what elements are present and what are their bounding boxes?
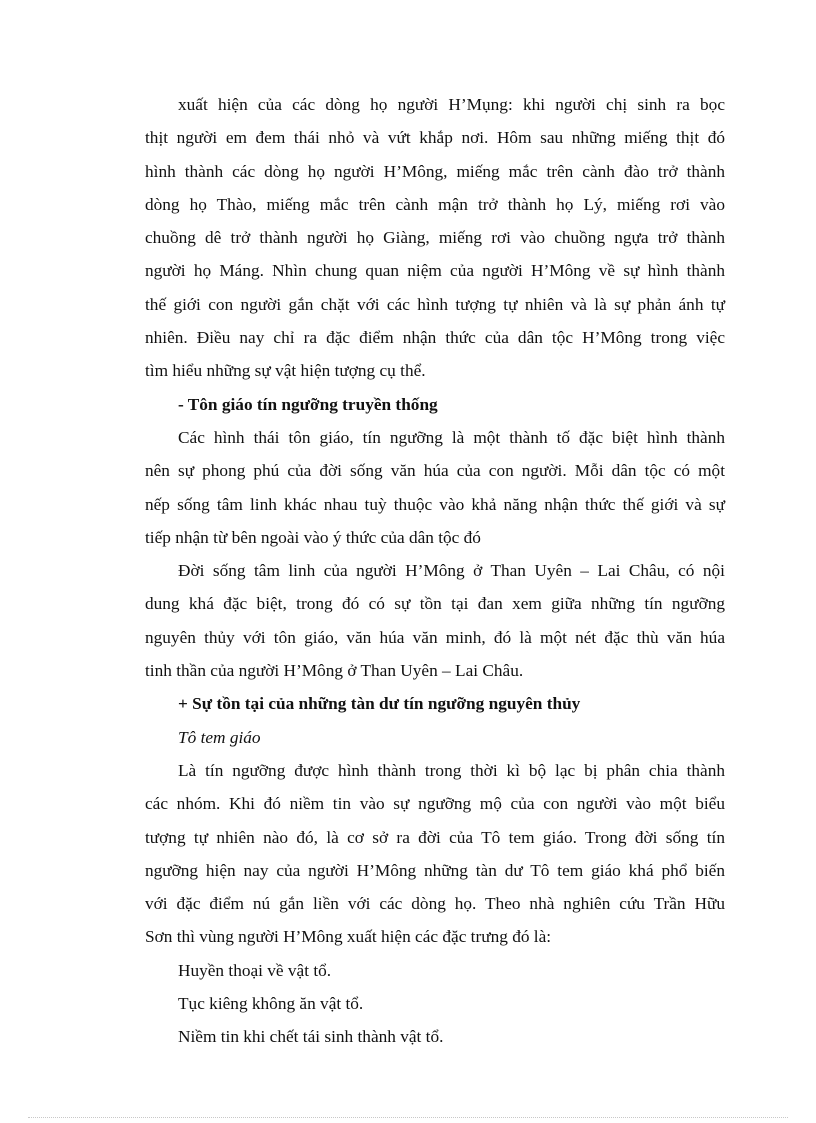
text-line: tiếp nhận từ bên ngoài vào ý thức của dân tộc đó (145, 527, 481, 547)
text-line: nếp sống tâm linh khác nhau tuỳ thuộc vào khả năng nhận thức thế giới và sự (145, 494, 725, 514)
text-line: dung khá đặc biệt, trong đó có sự tồn tại đan xem giữa những tín ngưỡng (145, 594, 725, 614)
text-line: hình thành các dòng họ người H’Mông, miếng mắc trên cành đào trở thành (145, 161, 725, 181)
page-bottom-border (28, 1117, 788, 1118)
text-line: tượng tự nhiên nào đó, là cơ sở ra đời của Tô tem giáo. Trong đời sống tín (145, 827, 725, 847)
list-item: Niềm tin khi chết tái sinh thành vật tổ. (178, 1027, 444, 1047)
list-item: Huyền thoại về vật tổ. (178, 960, 332, 980)
list-item: Tục kiêng không ăn vật tổ. (178, 994, 364, 1014)
subsection-title: Tô tem giáo (178, 727, 261, 747)
section-heading: - Tôn giáo tín ngưỡng truyền thống (178, 394, 438, 414)
document-body (145, 88, 725, 1054)
text-line: Các hình thái tôn giáo, tín ngưỡng là một thành tố đặc biệt hình thành (178, 427, 725, 447)
text-line: Đời sống tâm linh của người H’Mông ở Than Uyên – Lai Châu, có nội (178, 561, 725, 581)
text-line: dòng họ Thào, miếng mắc trên cành mận trở thành họ Lý, miếng rơi vào (145, 194, 725, 214)
text-line: nhiên. Điều nay chỉ ra đặc điểm nhận thức của dân tộc H’Mông trong việc (145, 328, 725, 348)
text-line: thế giới con người gắn chặt với các hình tượng tự nhiên và là sự phản ánh tự (145, 294, 725, 314)
text-line: ngưỡng hiện nay của người H’Mông những tàn dư Tô tem giáo khá phổ biến (145, 860, 725, 880)
text-line: Là tín ngưỡng được hình thành trong thời kì bộ lạc bị phân chia thành (178, 760, 725, 780)
text-line: nên sự phong phú của đời sống văn húa của con người. Mỗi dân tộc có một (145, 461, 725, 481)
text-line: các nhóm. Khi đó niềm tin vào sự ngưỡng mộ của con người vào một biểu (145, 794, 725, 814)
text-line: tinh thần của người H’Mông ở Than Uyên – Lai Châu. (145, 661, 524, 681)
text-line: người họ Máng. Nhìn chung quan niệm của người H’Mông về sự hình thành (145, 261, 725, 281)
text-line: tìm hiểu những sự vật hiện tượng cụ thể. (145, 361, 426, 381)
subsection-heading: + Sự tồn tại của những tàn dư tín ngưỡng nguyên thủy (178, 694, 581, 714)
text-line: với đặc điểm nú gắn liền với các dòng họ. Theo nhà nghiên cứu Trần Hữu (145, 894, 725, 914)
text-line: Sơn thì vùng người H’Mông xuất hiện các đặc trưng đó là: (145, 927, 552, 947)
text-line: thịt người em đem thái nhỏ và vứt khắp nơi. Hôm sau những miếng thịt đó (145, 128, 725, 148)
text-line: xuất hiện của các dòng họ người H’Mụng: khi người chị sinh ra bọc (178, 95, 725, 114)
text-line: nguyên thủy với tôn giáo, văn húa văn minh, đó là một nét đặc thù văn húa (145, 627, 725, 647)
text-line: chuồng dê trở thành người họ Giàng, miếng rơi vào chuồng ngựa trở thành (145, 228, 725, 248)
